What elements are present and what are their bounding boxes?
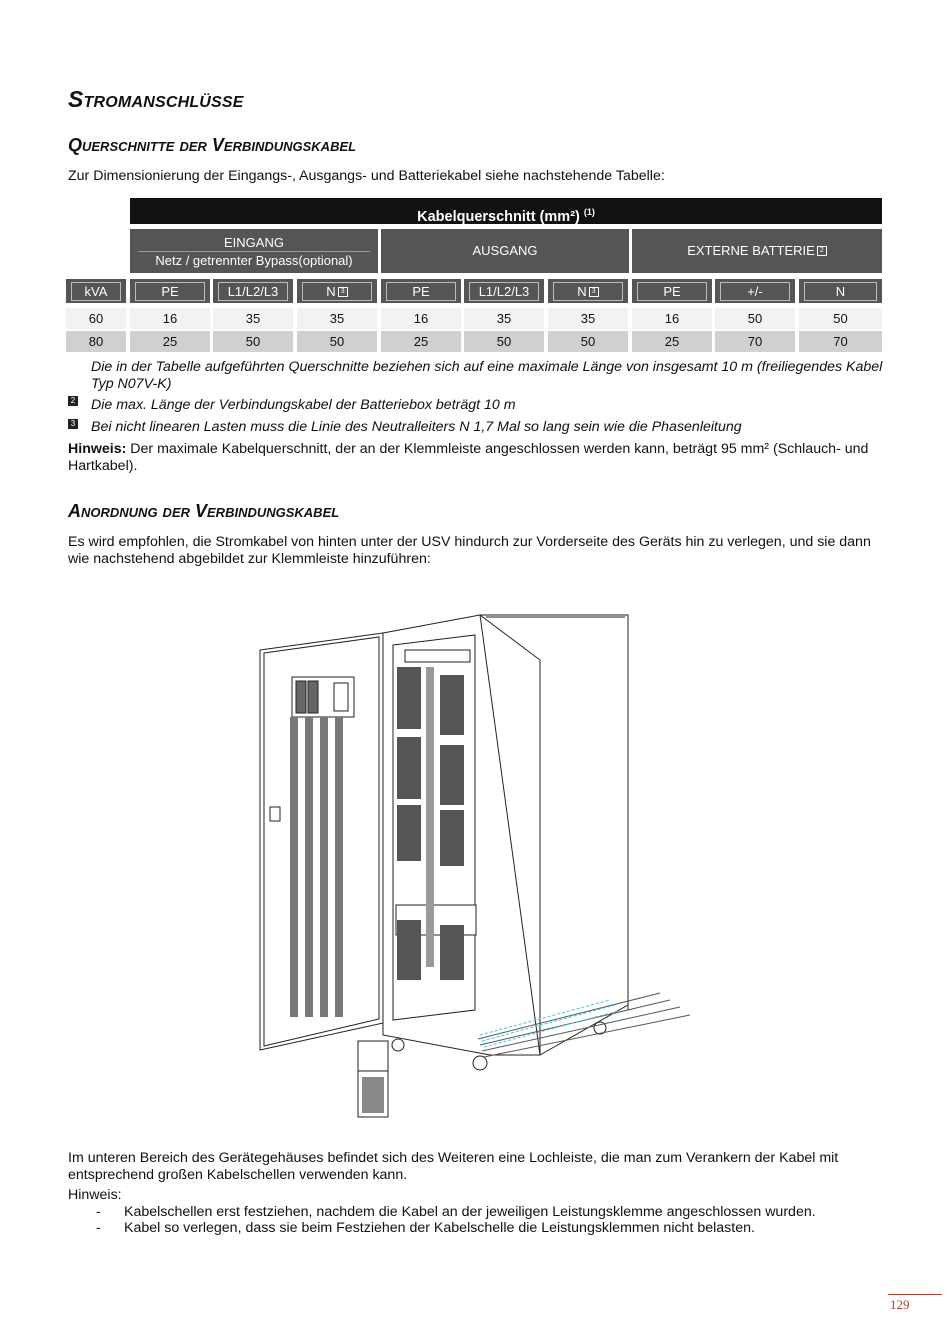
- hinweis-label: Hinweis:: [68, 441, 127, 457]
- list-item: Kabel so verlegen, dass sie beim Festziehen der Kabelschelle die Leistungsklemmen nicht belasten.: [124, 1220, 755, 1236]
- group-batterie-label: EXTERNE BATTERIE: [687, 243, 815, 258]
- column-header: [297, 279, 377, 303]
- table-cell: 25: [130, 331, 210, 352]
- column-header: [548, 279, 628, 303]
- table-cell: 50: [548, 331, 628, 352]
- footnote-marker-3: 3: [68, 419, 78, 429]
- table-cell: 60: [66, 308, 126, 329]
- hinweis-paragraph: [68, 441, 884, 475]
- page-number-rule: [888, 1294, 942, 1295]
- column-header-label: N: [326, 284, 336, 299]
- table-cell: 16: [632, 308, 712, 329]
- column-header: [130, 279, 210, 303]
- page-number: 129: [890, 1297, 910, 1312]
- column-header: [381, 279, 461, 303]
- table-cell: 70: [715, 331, 795, 352]
- table-cell: 25: [632, 331, 712, 352]
- table-note-1: Die in der Tabelle aufgeführten Querschnitte beziehen sich auf eine maximale Länge von insgesamt 10 m (freiliegendes Kabel Typ N07V-K): [91, 359, 883, 392]
- column-header-label: N: [835, 284, 846, 299]
- table-cell: 35: [297, 308, 377, 329]
- section-intro: Zur Dimensionierung der Eingangs-, Ausgangs- und Batteriekabel siehe nachstehende Tabelle:: [68, 168, 665, 184]
- table-cell: 35: [213, 308, 293, 329]
- column-header-label: N: [577, 284, 587, 299]
- column-header-label: PE: [663, 284, 681, 299]
- footnote-marker: 3: [338, 287, 348, 297]
- table-cell: 50: [297, 331, 377, 352]
- table-cell: 35: [548, 308, 628, 329]
- ups-cabinet-illustration: [250, 605, 690, 1120]
- table-note-2: Die max. Länge der Verbindungskabel der Batteriebox beträgt 10 m: [91, 397, 516, 413]
- group-eingang-label: EINGANG: [224, 235, 284, 250]
- section2-intro: Es wird empfohlen, die Stromkabel von hinten unter der USV hindurch zur Vorderseite des Geräts hin zu verlegen, und sie dann wie nachstehend abgebildet zur Klemmleiste hinzuführen:: [68, 534, 871, 567]
- table-cell: 16: [130, 308, 210, 329]
- column-header-label: PE: [412, 284, 430, 299]
- list-bullet: -: [96, 1220, 101, 1236]
- column-header: [715, 279, 795, 303]
- table-cell: 50: [213, 331, 293, 352]
- table-cell: 50: [799, 308, 882, 329]
- column-header-label: L1/L2/L3: [227, 284, 279, 299]
- column-header-label: +/-: [747, 284, 763, 299]
- table-header: [130, 198, 882, 224]
- hinweis-2-label: Hinweis:: [68, 1187, 122, 1203]
- column-header-label: kVA: [84, 284, 108, 299]
- group-eingang-sublabel: Netz / getrennter Bypass(optional): [138, 251, 370, 268]
- section-heading-cross-sections: Querschnitte der Verbindungskabel: [68, 135, 357, 155]
- table-cell: 16: [381, 308, 461, 329]
- footnote-marker-2: 2: [68, 396, 78, 406]
- table-cell: 50: [464, 331, 544, 352]
- footnote-marker: 2: [817, 246, 827, 256]
- table-cell: 35: [464, 308, 544, 329]
- table-cell: 70: [799, 331, 882, 352]
- group-ausgang-label: AUSGANG: [472, 243, 538, 258]
- column-header: [799, 279, 882, 303]
- group-ausgang: [381, 229, 629, 273]
- group-batterie: [632, 229, 882, 273]
- footnote-marker: 3: [589, 287, 599, 297]
- column-header: [213, 279, 293, 303]
- section2-after: Im unteren Bereich des Gerätegehäuses befindet sich des Weiteren eine Lochleiste, die man zum Verankern der Kabel mit entsprechend großen Kabelschellen verwenden kann.: [68, 1150, 839, 1183]
- table-cell: 25: [381, 331, 461, 352]
- column-header: [464, 279, 544, 303]
- table-note-3: Bei nicht linearen Lasten muss die Linie des Neutralleiters N 1,7 Mal so lang sein wie die Phasenleitung: [91, 419, 742, 435]
- table-cell: 80: [66, 331, 126, 352]
- table-header-note: (1): [583, 207, 595, 217]
- table-cell: 50: [715, 308, 795, 329]
- hinweis-text: Der maximale Kabelquerschnitt, der an der Klemmleiste angeschlossen werden kann, beträgt 95 mm² (Schlauch- und Hartkabel).: [68, 441, 869, 474]
- list-item: Kabelschellen erst festziehen, nachdem die Kabel an der jeweiligen Leistungsklemme angeschlossen wurden.: [124, 1204, 816, 1220]
- column-header: [632, 279, 712, 303]
- column-header: [66, 279, 126, 303]
- page-title: Stromanschlüsse: [68, 86, 244, 112]
- list-bullet: -: [96, 1204, 101, 1220]
- column-header-label: PE: [161, 284, 179, 299]
- group-eingang: [130, 229, 378, 273]
- section-heading-arrangement: Anordnung der Verbindungskabel: [68, 501, 340, 521]
- table-header-label: Kabelquerschnitt (mm²): [417, 209, 580, 225]
- column-header-label: L1/L2/L3: [478, 284, 530, 299]
